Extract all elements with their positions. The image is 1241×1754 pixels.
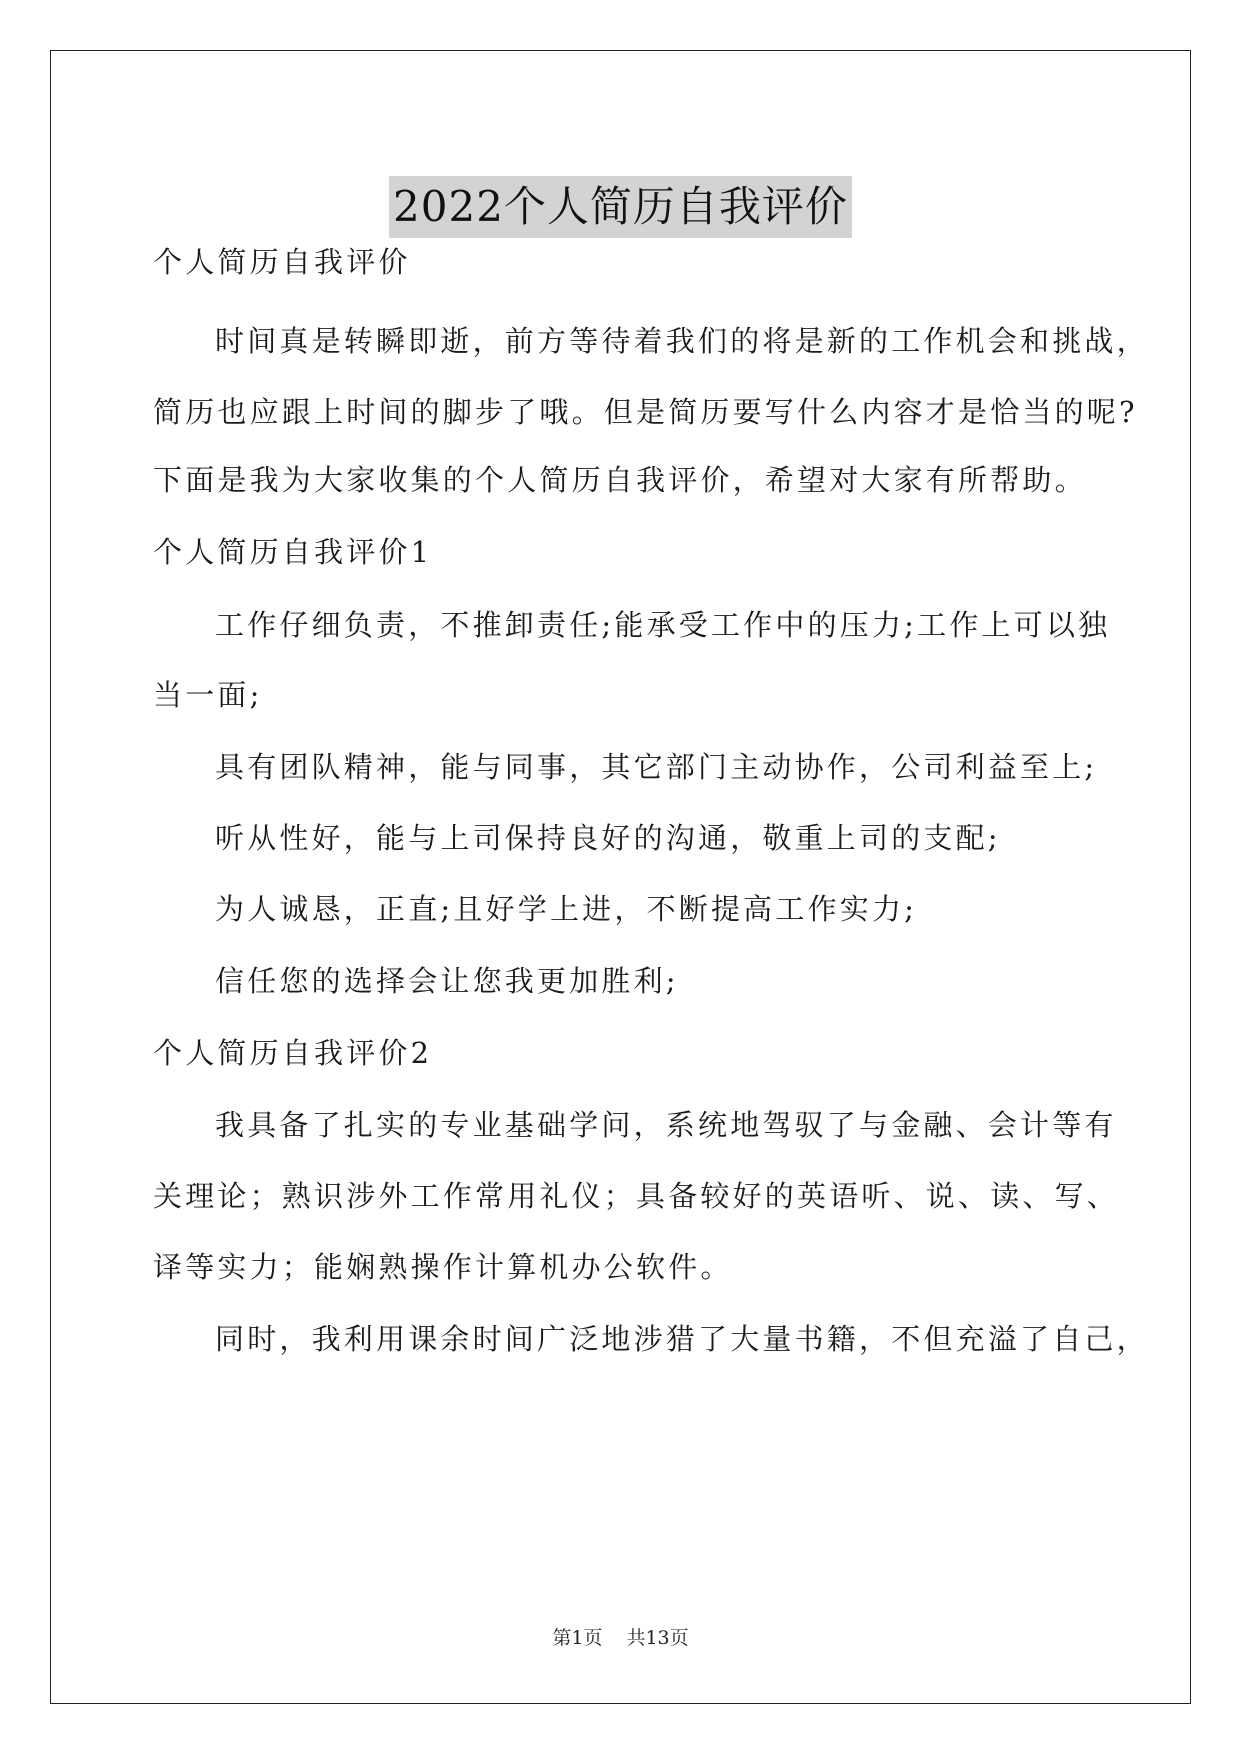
paragraph-line: 时间真是转瞬即逝，前方等待着我们的将是新的工作机会和挑战， <box>215 324 1149 358</box>
paragraph-line: 下面是我为大家收集的个人简历自我评价，希望对大家有所帮助。 <box>153 463 1087 497</box>
paragraph-line: 关理论；熟识涉外工作常用礼仪；具备较好的英语听、说、读、写、 <box>153 1179 1120 1213</box>
paragraph-line: 简历也应跟上时间的脚步了哦。但是简历要写什么内容才是恰当的呢? <box>153 395 1138 429</box>
paragraph-line: 听从性好，能与上司保持良好的沟通，敬重上司的支配; <box>215 821 1001 855</box>
page-number: 第1页 <box>552 1627 603 1649</box>
page-border <box>50 50 1191 1704</box>
section-heading: 个人简历自我评价 <box>153 245 411 279</box>
document-title: 2022个人简历自我评价 <box>389 176 852 238</box>
paragraph-line: 工作仔细负责，不推卸责任;能承受工作中的压力;工作上可以独 <box>215 608 1111 642</box>
paragraph-line: 为人诚恳，正直;且好学上进，不断提高工作实力; <box>215 892 918 926</box>
page-total: 共13页 <box>626 1627 689 1649</box>
paragraph-line: 译等实力；能娴熟操作计算机办公软件。 <box>153 1250 733 1284</box>
paragraph-line: 当一面; <box>153 678 263 712</box>
paragraph-line: 信任您的选择会让您我更加胜利; <box>215 964 679 998</box>
section-heading: 个人简历自我评价2 <box>153 1036 433 1070</box>
paragraph-line: 具有团队精神，能与同事，其它部门主动协作，公司利益至上; <box>215 750 1098 784</box>
page-footer <box>0 1625 1241 1651</box>
paragraph-line: 我具备了扎实的专业基础学问，系统地驾驭了与金融、会计等有 <box>215 1108 1117 1142</box>
section-heading: 个人简历自我评价1 <box>153 535 433 569</box>
paragraph-line: 同时，我利用课余时间广泛地涉猎了大量书籍，不但充溢了自己， <box>215 1322 1149 1356</box>
